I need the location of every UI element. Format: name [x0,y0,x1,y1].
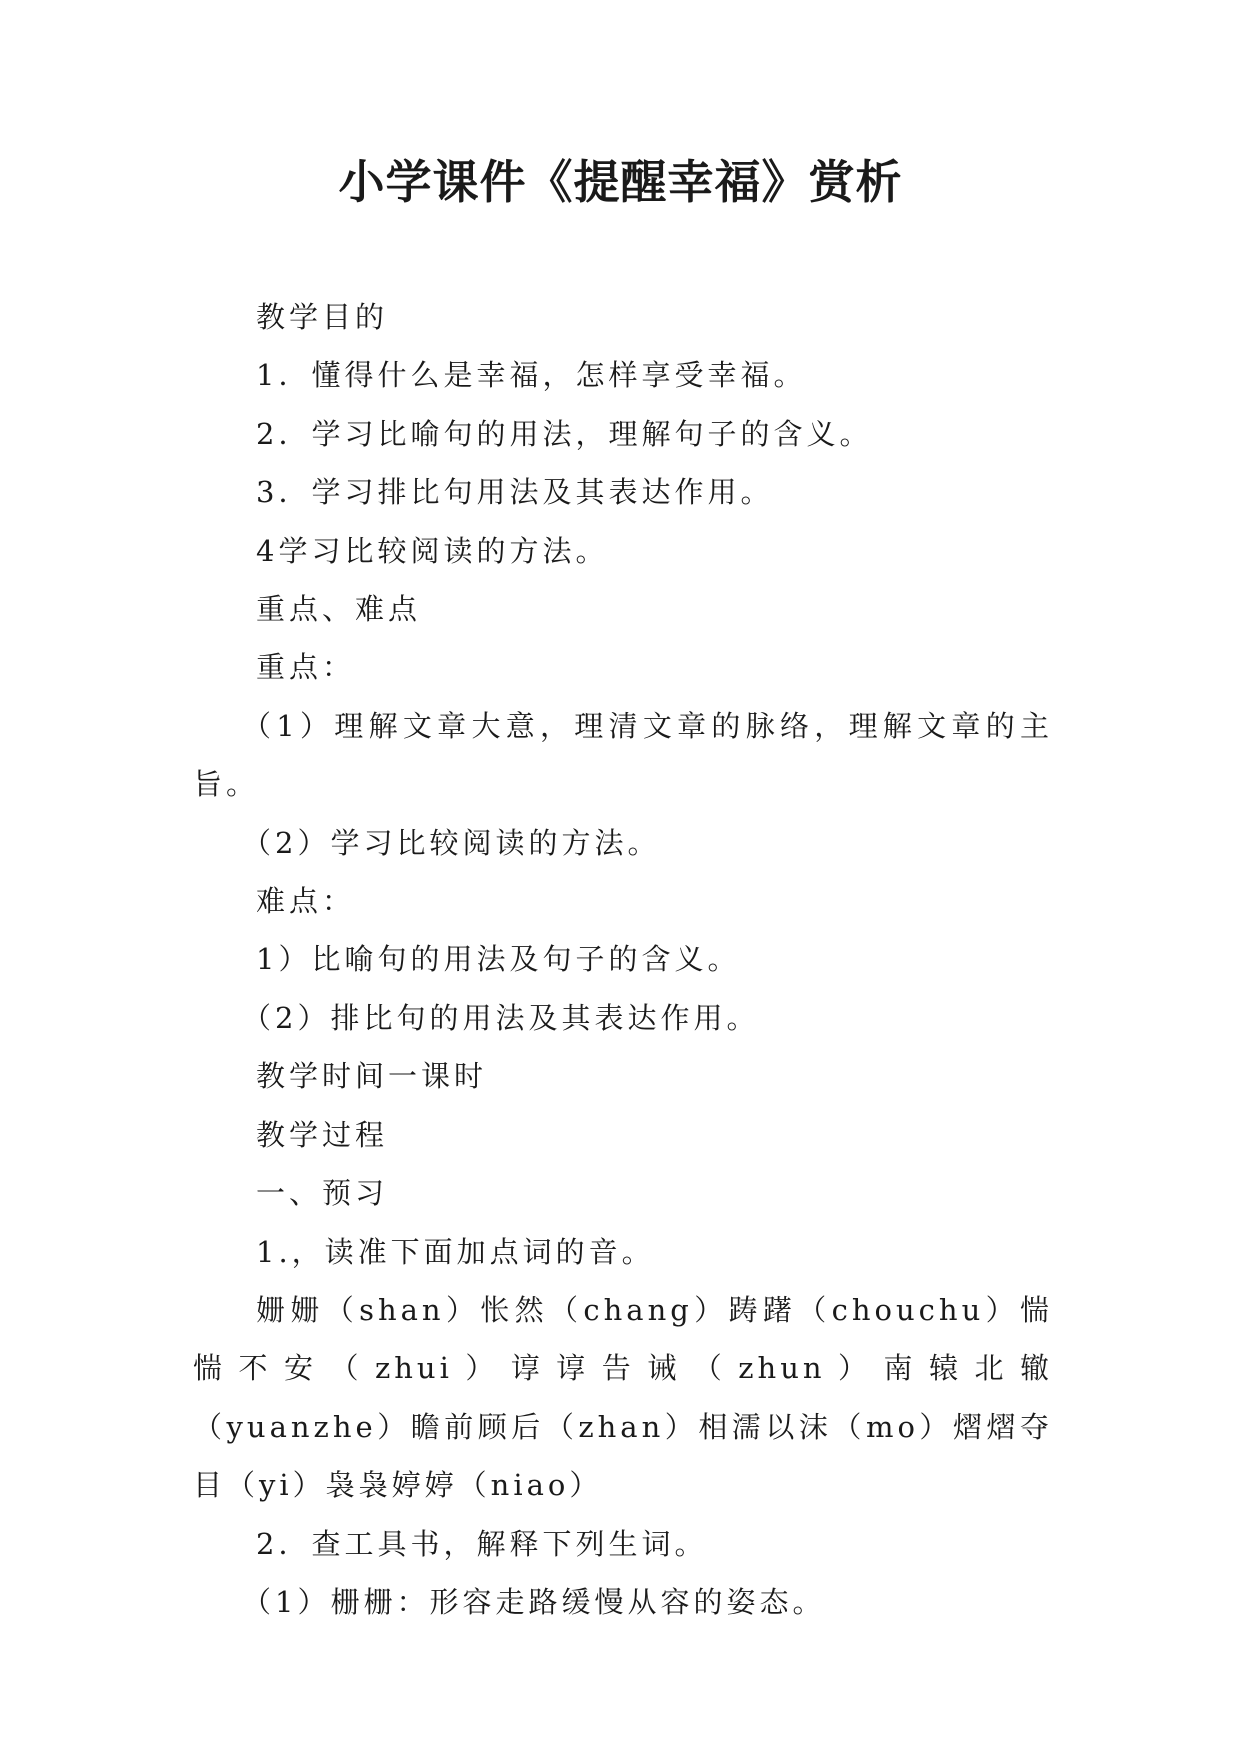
paragraph-objective-4: 4学习比较阅读的方法。 [256,533,609,568]
paragraph-vocabulary-1: （1）栅栅：形容走路缓慢从容的姿态。 [242,1584,826,1619]
paragraph-key-point-2: （2）学习比较阅读的方法。 [242,825,661,860]
document-body [193,288,1053,1631]
paragraph-objective-1: 1．懂得什么是幸福，怎样享受幸福。 [256,358,807,393]
paragraph-teaching-time: 教学时间一课时 [256,1059,488,1094]
paragraph-preview-task-1: 1.，读准下面加点词的音。 [256,1234,655,1269]
paragraph-key-point-1: （1）理解文章大意，理清文章的脉络，理解文章的主旨。 [193,708,1053,802]
paragraph-objectives-heading: 教学目的 [256,300,389,334]
paragraph-section-preview: 一、预习 [256,1176,389,1211]
paragraph-difficulty-2: （2）排比句的用法及其表达作用。 [242,1000,760,1035]
paragraph-difficulty-1: 1）比喻句的用法及句子的含义。 [256,942,741,977]
paragraph-preview-task-2: 2．查工具书，解释下列生词。 [256,1526,708,1561]
paragraph-objective-3: 3．学习排比句用法及其表达作用。 [256,475,774,510]
paragraph-pronunciation-list: 姗姗（shan）怅然（chang）踌躇（chouchu）惴惴不安（zhui）谆谆告诫（zhun）南辕北辙（yuanzhe）瞻前顾后（zhan）相濡以沫（mo）熠熠夺目（yi）袅袅婷婷（niao） [193,1292,1053,1503]
paragraph-teaching-process: 教学过程 [256,1117,389,1152]
paragraph-objective-2: 2．学习比喻句的用法，理解句子的含义。 [256,416,873,451]
paragraph-key-points-label: 重点： [256,650,356,685]
document-title: 小学课件《提醒幸福》赏析 [338,155,903,209]
paragraph-difficulties-label: 难点： [256,884,356,919]
paragraph-key-points-heading: 重点、难点 [256,592,422,627]
